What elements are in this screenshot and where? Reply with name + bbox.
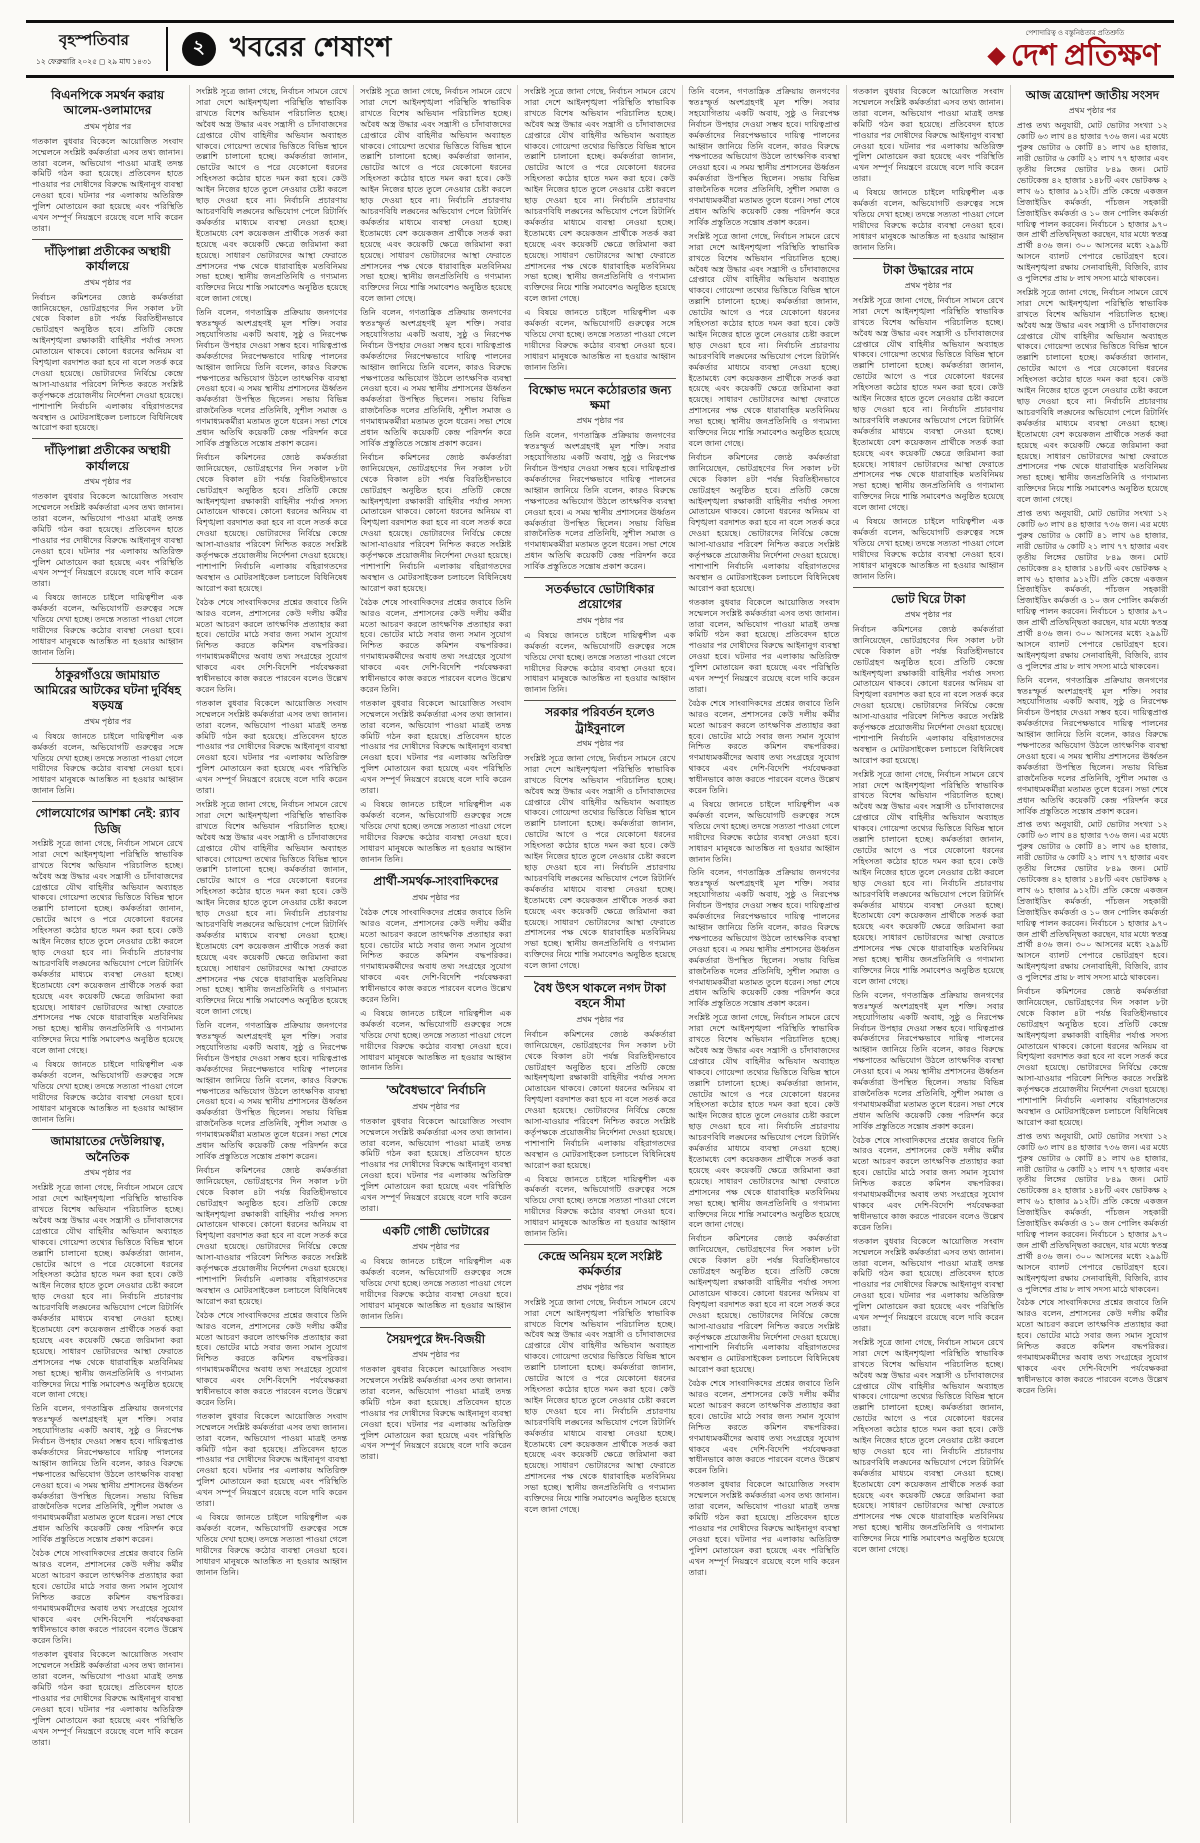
story-paragraph: গতকাল বুধবার বিকেলে আয়োজিত সংবাদ সম্মেলনে সংশ্লিষ্ট কর্মকর্তারা এসব তথ্য জানান। তারা বলেন, অভিযোগ পাওয়া মাত্রই তদন্ত কমিটি গঠন করা হয়েছে। প্রতিবেদন হাতে পাওয়ার পর দোষীদের বিরুদ্ধে আইনানুগ ব্যবস্থা নেওয়া হবে। ঘটনার পর এলাকায় অতিরিক্ত পুলিশ মোতায়েন করা হয়েছে এবং পরিস্থিতি এখন সম্পূর্ণ নিয়ন্ত্রণে রয়েছে বলে দাবি করেন তারা। bbox=[196, 1411, 348, 1509]
continued-from-label: প্রথম পৃষ্ঠার পর bbox=[83, 277, 132, 287]
story-paragraph: সংশ্লিষ্ট সূত্রে জানা গেছে, নির্বাচন সামনে রেখে সারা দেশে আইনশৃঙ্খলা পরিস্থিতি স্বাভাবিক রাখতে বিশেষ অভিযান পরিচালিত হচ্ছে। অবৈধ অস্ত্র উদ্ধার এবং সন্ত্রাসী ও চাঁদাবাজদের গ্রেপ্তারে যৌথ বাহিনীর অভিযান অব্যাহত থাকবে। গোয়েন্দা তথ্যের ভিত্তিতে বিভিন্ন স্থানে তল্লাশি চালানো হচ্ছে। কর্মকর্তারা জানান, ভোটের আগে ও পরে যেকোনো ধরনের সহিংসতা কঠোর হাতে দমন করা হবে। কেউ আইন নিজের হাতে তুলে নেওয়ার চেষ্টা করলে ছাড় দেওয়া হবে না। নির্বাচনি প্রচারণায় আচরণবিধি লঙ্ঘনের অভিযোগ পেলে রিটার্নিং কর্মকর্তার মাধ্যমে ব্যবস্থা নেওয়া হচ্ছে। ইতোমধ্যে বেশ কয়েকজন প্রার্থীকে সতর্ক করা হয়েছে এবং কয়েকটি ক্ষেত্রে জরিমানা করা হয়েছে। সাধারণ ভোটারদের আস্থা ফেরাতে প্রশাসনের পক্ষ থেকে ধারাবাহিক মতবিনিময় সভা হচ্ছে। স্থানীয় জনপ্রতিনিধি ও গণ্যমান্য ব্যক্তিদের নিয়ে শান্তি সমাবেশও অনুষ্ঠিত হয়েছে বলে জানা গেছে। bbox=[852, 769, 1004, 986]
story bbox=[360, 1327, 511, 1464]
story-headline: জামায়াতের দেউলিয়াত্ব, অনৈতিক bbox=[50, 1134, 165, 1164]
story bbox=[32, 663, 183, 798]
story bbox=[1017, 88, 1168, 1397]
story bbox=[524, 378, 675, 574]
story bbox=[32, 239, 183, 435]
story bbox=[524, 700, 675, 972]
story-headline: সৈয়দপুরে ঈদ-বিজয়ী bbox=[386, 1331, 486, 1346]
story-paragraph: গতকাল বুধবার বিকেলে আয়োজিত সংবাদ সম্মেলনে সংশ্লিষ্ট কর্মকর্তারা এসব তথ্য জানান। তারা বলেন, অভিযোগ পাওয়া মাত্রই তদন্ত কমিটি গঠন করা হয়েছে। প্রতিবেদন হাতে পাওয়ার পর দোষীদের বিরুদ্ধে আইনানুগ ব্যবস্থা নেওয়া হবে। ঘটনার পর এলাকায় অতিরিক্ত পুলিশ মোতায়েন করা হয়েছে এবং পরিস্থিতি এখন সম্পূর্ণ নিয়ন্ত্রণে রয়েছে বলে দাবি করেন তারা। bbox=[32, 492, 184, 589]
story bbox=[853, 587, 1004, 1556]
story-paragraph: তিনি বলেন, গণতান্ত্রিক প্রক্রিয়ায় জনগণের স্বতঃস্ফূর্ত অংশগ্রহণই মূল শক্তি। সবার সহযোগিতায় একটি অবাধ, সুষ্ঠু ও নিরপেক্ষ নির্বাচন উপহার দেওয়া সম্ভব হবে। দায়িত্বপ্রাপ্ত কর্মকর্তাদের নিরপেক্ষভাবে দায়িত্ব পালনের আহ্বান জানিয়ে তিনি বলেন, কারও বিরুদ্ধে পক্ষপাতের অভিযোগ উঠলে তাৎক্ষণিক ব্যবস্থা নেওয়া হবে। এ সময় স্থানীয় প্রশাসনের ঊর্ধ্বতন কর্মকর্তারা উপস্থিত ছিলেন। সভায় বিভিন্ন রাজনৈতিক দলের প্রতিনিধি, সুশীল সমাজ ও গণমাধ্যমকর্মীরা মতামত তুলে ধরেন। সভা শেষে প্রধান অতিথি কয়েকটি কেন্দ্র পরিদর্শন করে সার্বিক প্রস্তুতিতে সন্তোষ প্রকাশ করেন। bbox=[524, 431, 676, 572]
story-paragraph: বৈঠক শেষে সাংবাদিকদের প্রশ্নের জবাবে তিনি আরও বলেন, প্রশাসনের কেউ দলীয় কর্মীর মতো আচরণ করলে তাৎক্ষণিক প্রত্যাহার করা হবে। ভোটের মাঠে সবার জন্য সমান সুযোগ নিশ্চিত করতে কমিশন বদ্ধপরিকর। গণমাধ্যমকর্মীদের অবাধ তথ্য সংগ্রহের সুযোগ থাকবে এবং দেশি-বিদেশি পর্যবেক্ষকরা স্বাধীনভাবে কাজ করতে পারবেন বলেও উল্লেখ করেন তিনি। bbox=[360, 907, 512, 1005]
continued-from-label: প্রথম পৃষ্ঠার পর bbox=[412, 1101, 460, 1111]
story bbox=[32, 438, 183, 658]
news-columns bbox=[26, 85, 1174, 1823]
story bbox=[360, 1219, 511, 1323]
story-paragraph: সংশ্লিষ্ট সূত্রে জানা গেছে, নির্বাচন সামনে রেখে সারা দেশে আইনশৃঙ্খলা পরিস্থিতি স্বাভাবিক রাখতে বিশেষ অভিযান পরিচালিত হচ্ছে। অবৈধ অস্ত্র উদ্ধার এবং সন্ত্রাসী ও চাঁদাবাজদের গ্রেপ্তারে যৌথ বাহিনীর অভিযান অব্যাহত থাকবে। গোয়েন্দা তথ্যের ভিত্তিতে বিভিন্ন স্থানে তল্লাশি চালানো হচ্ছে। কর্মকর্তারা জানান, ভোটের আগে ও পরে যেকোনো ধরনের সহিংসতা কঠোর হাতে দমন করা হবে। কেউ আইন নিজের হাতে তুলে নেওয়ার চেষ্টা করলে ছাড় দেওয়া হবে না। নির্বাচনি প্রচারণায় আচরণবিধি লঙ্ঘনের অভিযোগ পেলে রিটার্নিং কর্মকর্তার মাধ্যমে ব্যবস্থা নেওয়া হচ্ছে। ইতোমধ্যে বেশ কয়েকজন প্রার্থীকে সতর্ক করা হয়েছে এবং কয়েকটি ক্ষেত্রে জরিমানা করা হয়েছে। সাধারণ ভোটারদের আস্থা ফেরাতে প্রশাসনের পক্ষ থেকে ধারাবাহিক মতবিনিময় সভা হচ্ছে। স্থানীয় জনপ্রতিনিধি ও গণ্যমান্য ব্যক্তিদের নিয়ে শান্তি সমাবেশও অনুষ্ঠিত হয়েছে বলে জানা গেছে। bbox=[32, 838, 184, 1056]
story-paragraph: সংশ্লিষ্ট সূত্রে জানা গেছে, নির্বাচন সামনে রেখে সারা দেশে আইনশৃঙ্খলা পরিস্থিতি স্বাভাবিক রাখতে বিশেষ অভিযান পরিচালিত হচ্ছে। অবৈধ অস্ত্র উদ্ধার এবং সন্ত্রাসী ও চাঁদাবাজদের গ্রেপ্তারে যৌথ বাহিনীর অভিযান অব্যাহত থাকবে। গোয়েন্দা তথ্যের ভিত্তিতে বিভিন্ন স্থানে তল্লাশি চালানো হচ্ছে। কর্মকর্তারা জানান, ভোটের আগে ও পরে যেকোনো ধরনের সহিংসতা কঠোর হাতে দমন করা হবে। কেউ আইন নিজের হাতে তুলে নেওয়ার চেষ্টা করলে ছাড় দেওয়া হবে না। নির্বাচনি প্রচারণায় আচরণবিধি লঙ্ঘনের অভিযোগ পেলে রিটার্নিং কর্মকর্তার মাধ্যমে ব্যবস্থা নেওয়া হচ্ছে। ইতোমধ্যে বেশ কয়েকজন প্রার্থীকে সতর্ক করা হয়েছে এবং কয়েকটি ক্ষেত্রে জরিমানা করা হয়েছে। সাধারণ ভোটারদের আস্থা ফেরাতে প্রশাসনের পক্ষ থেকে ধারাবাহিক মতবিনিময় সভা হচ্ছে। স্থানীয় জনপ্রতিনিধি ও গণ্যমান্য ব্যক্তিদের নিয়ে শান্তি সমাবেশও অনুষ্ঠিত হয়েছে বলে জানা গেছে। bbox=[1016, 287, 1168, 505]
story-headline: আজ ত্রয়োদশ জাতীয় সংসদ bbox=[1025, 88, 1160, 102]
story-paragraph: বৈঠক শেষে সাংবাদিকদের প্রশ্নের জবাবে তিনি আরও বলেন, প্রশাসনের কেউ দলীয় কর্মীর মতো আচরণ করলে তাৎক্ষণিক প্রত্যাহার করা হবে। ভোটের মাঠে সবার জন্য সমান সুযোগ নিশ্চিত করতে কমিশন বদ্ধপরিকর। গণমাধ্যমকর্মীদের অবাধ তথ্য সংগ্রহের সুযোগ থাকবে এবং দেশি-বিদেশি পর্যবেক্ষকরা স্বাধীনভাবে কাজ করতে পারবেন বলেও উল্লেখ করেন তিনি। bbox=[360, 597, 512, 694]
story-paragraph: বৈঠক শেষে সাংবাদিকদের প্রশ্নের জবাবে তিনি আরও বলেন, প্রশাসনের কেউ দলীয় কর্মীর মতো আচরণ করলে তাৎক্ষণিক প্রত্যাহার করা হবে। ভোটের মাঠে সবার জন্য সমান সুযোগ নিশ্চিত করতে কমিশন বদ্ধপরিকর। গণমাধ্যমকর্মীদের অবাধ তথ্য সংগ্রহের সুযোগ থাকবে এবং দেশি-বিদেশি পর্যবেক্ষকরা স্বাধীনভাবে কাজ করতে পারবেন বলেও উল্লেখ করেন তিনি। bbox=[688, 698, 840, 796]
story-paragraph: সংশ্লিষ্ট সূত্রে জানা গেছে, নির্বাচন সামনে রেখে সারা দেশে আইনশৃঙ্খলা পরিস্থিতি স্বাভাবিক রাখতে বিশেষ অভিযান পরিচালিত হচ্ছে। অবৈধ অস্ত্র উদ্ধার এবং সন্ত্রাসী ও চাঁদাবাজদের গ্রেপ্তারে যৌথ বাহিনীর অভিযান অব্যাহত থাকবে। গোয়েন্দা তথ্যের ভিত্তিতে বিভিন্ন স্থানে তল্লাশি চালানো হচ্ছে। কর্মকর্তারা জানান, ভোটের আগে ও পরে যেকোনো ধরনের সহিংসতা কঠোর হাতে দমন করা হবে। কেউ আইন নিজের হাতে তুলে নেওয়ার চেষ্টা করলে ছাড় দেওয়া হবে না। নির্বাচনি প্রচারণায় আচরণবিধি লঙ্ঘনের অভিযোগ পেলে রিটার্নিং কর্মকর্তার মাধ্যমে ব্যবস্থা নেওয়া হচ্ছে। ইতোমধ্যে বেশ কয়েকজন প্রার্থীকে সতর্ক করা হয়েছে এবং কয়েকটি ক্ষেত্রে জরিমানা করা হয়েছে। সাধারণ ভোটারদের আস্থা ফেরাতে প্রশাসনের পক্ষ থেকে ধারাবাহিক মতবিনিময় সভা হচ্ছে। স্থানীয় জনপ্রতিনিধি ও গণ্যমান্য ব্যক্তিদের নিয়ে শান্তি সমাবেশও অনুষ্ঠিত হয়েছে বলে জানা গেছে। bbox=[196, 87, 348, 304]
story bbox=[32, 88, 183, 235]
story-headline: 'অবৈধভাবে' নির্বাচনি bbox=[386, 1083, 486, 1098]
continued-from-label: প্রথম পৃষ্ঠার পর bbox=[576, 416, 624, 426]
masthead-row bbox=[990, 41, 1160, 71]
masthead bbox=[990, 27, 1166, 71]
story-paragraph: গতকাল বুধবার বিকেলে আয়োজিত সংবাদ সম্মেলনে সংশ্লিষ্ট কর্মকর্তারা এসব তথ্য জানান। তারা বলেন, অভিযোগ পাওয়া মাত্রই তদন্ত কমিটি গঠন করা হয়েছে। প্রতিবেদন হাতে পাওয়ার পর দোষীদের বিরুদ্ধে আইনানুগ ব্যবস্থা নেওয়া হবে। ঘটনার পর এলাকায় অতিরিক্ত পুলিশ মোতায়েন করা হয়েছে এবং পরিস্থিতি এখন সম্পূর্ণ নিয়ন্ত্রণে রয়েছে বলে দাবি করেন তারা। bbox=[32, 1650, 184, 1747]
story bbox=[360, 1078, 511, 1215]
story-paragraph: গতকাল বুধবার বিকেলে আয়োজিত সংবাদ সম্মেলনে সংশ্লিষ্ট কর্মকর্তারা এসব তথ্য জানান। তারা বলেন, অভিযোগ পাওয়া মাত্রই তদন্ত কমিটি গঠন করা হয়েছে। প্রতিবেদন হাতে পাওয়ার পর দোষীদের বিরুদ্ধে আইনানুগ ব্যবস্থা নেওয়া হবে। ঘটনার পর এলাকায় অতিরিক্ত পুলিশ মোতায়েন করা হয়েছে এবং পরিস্থিতি এখন সম্পূর্ণ নিয়ন্ত্রণে রয়েছে বলে দাবি করেন তারা। bbox=[688, 597, 840, 694]
story-paragraph: নির্বাচন কমিশনের জ্যেষ্ঠ কর্মকর্তারা জানিয়েছেন, ভোটগ্রহণের দিন সকাল ৮টা থেকে বিকাল ৪টা পর্যন্ত বিরতিহীনভাবে ভোটগ্রহণ অনুষ্ঠিত হবে। প্রতিটি কেন্দ্রে আইনশৃঙ্খলা রক্ষাকারী বাহিনীর পর্যাপ্ত সদস্য মোতায়েন থাকবে। কোনো ধরনের অনিয়ম বা বিশৃঙ্খলা বরদাশত করা হবে না বলে সতর্ক করে দেওয়া হয়েছে। ভোটারদের নির্বিঘ্নে কেন্দ্রে আসা-যাওয়ার পরিবেশ নিশ্চিত করতে সংশ্লিষ্ট কর্তৃপক্ষকে প্রয়োজনীয় নির্দেশনা দেওয়া হয়েছে। পাশাপাশি নির্বাচনি এলাকায় বহিরাগতদের অবস্থান ও মোটরসাইকেল চলাচলে বিধিনিষেধ আরোপ করা হয়েছে। bbox=[196, 1165, 348, 1306]
page-number-badge: ২ bbox=[182, 32, 216, 66]
date-line: ১২ ফেব্রুয়ারি ২০২৫ ◻ ২৯ মাঘ ১৪৩১ bbox=[36, 57, 152, 66]
story-paragraph: বৈঠক শেষে সাংবাদিকদের প্রশ্নের জবাবে তিনি আরও বলেন, প্রশাসনের কেউ দলীয় কর্মীর মতো আচরণ করলে তাৎক্ষণিক প্রত্যাহার করা হবে। ভোটের মাঠে সবার জন্য সমান সুযোগ নিশ্চিত করতে কমিশন বদ্ধপরিকর। গণমাধ্যমকর্মীদের অবাধ তথ্য সংগ্রহের সুযোগ থাকবে এবং দেশি-বিদেশি পর্যবেক্ষকরা স্বাধীনভাবে কাজ করতে পারবেন বলেও উল্লেখ করেন তিনি। bbox=[688, 1379, 840, 1476]
story-paragraph: তিনি বলেন, গণতান্ত্রিক প্রক্রিয়ায় জনগণের স্বতঃস্ফূর্ত অংশগ্রহণই মূল শক্তি। সবার সহযোগিতায় একটি অবাধ, সুষ্ঠু ও নিরপেক্ষ নির্বাচন উপহার দেওয়া সম্ভব হবে। দায়িত্বপ্রাপ্ত কর্মকর্তাদের নিরপেক্ষভাবে দায়িত্ব পালনের আহ্বান জানিয়ে তিনি বলেন, কারও বিরুদ্ধে পক্ষপাতের অভিযোগ উঠলে তাৎক্ষণিক ব্যবস্থা নেওয়া হবে। এ সময় স্থানীয় প্রশাসনের ঊর্ধ্বতন কর্মকর্তারা উপস্থিত ছিলেন। সভায় বিভিন্ন রাজনৈতিক দলের প্রতিনিধি, সুশীল সমাজ ও গণমাধ্যমকর্মীরা মতামত তুলে ধরেন। সভা শেষে প্রধান অতিথি কয়েকটি কেন্দ্র পরিদর্শন করে সার্বিক প্রস্তুতিতে সন্তোষ প্রকাশ করেন। bbox=[196, 308, 348, 448]
story-headline: গোলযোগের আশঙ্কা নেই: র‍্যাব ডিজি bbox=[35, 806, 180, 836]
continued-from-label: প্রথম পৃষ্ঠার পর bbox=[904, 280, 952, 290]
continued-from-label: প্রথম পৃষ্ঠার পর bbox=[576, 615, 624, 625]
story-continuation bbox=[524, 87, 675, 374]
story-paragraph: এ বিষয়ে জানতে চাইলে দায়িত্বশীল এক কর্মকর্তা বলেন, অভিযোগটি গুরুত্বের সঙ্গে খতিয়ে দেখা হচ্ছে। তদন্তে সত্যতা পাওয়া গেলে দায়ীদের বিরুদ্ধে কঠোর ব্যবস্থা নেওয়া হবে। সাধারণ মানুষকে আতঙ্কিত না হওয়ার আহ্বান জানান তিনি। bbox=[32, 1060, 184, 1124]
story-paragraph: তিনি বলেন, গণতান্ত্রিক প্রক্রিয়ায় জনগণের স্বতঃস্ফূর্ত অংশগ্রহণই মূল শক্তি। সবার সহযোগিতায় একটি অবাধ, সুষ্ঠু ও নিরপেক্ষ নির্বাচন উপহার দেওয়া সম্ভব হবে। দায়িত্বপ্রাপ্ত কর্মকর্তাদের নিরপেক্ষভাবে দায়িত্ব পালনের আহ্বান জানিয়ে তিনি বলেন, কারও বিরুদ্ধে পক্ষপাতের অভিযোগ উঠলে তাৎক্ষণিক ব্যবস্থা নেওয়া হবে। এ সময় স্থানীয় প্রশাসনের ঊর্ধ্বতন কর্মকর্তারা উপস্থিত ছিলেন। সভায় বিভিন্ন রাজনৈতিক দলের প্রতিনিধি, সুশীল সমাজ ও গণমাধ্যমকর্মীরা মতামত তুলে ধরেন। সভা শেষে প্রধান অতিথি কয়েকটি কেন্দ্র পরিদর্শন করে সার্বিক প্রস্তুতিতে সন্তোষ প্রকাশ করেন। bbox=[1016, 675, 1168, 816]
story bbox=[853, 258, 1004, 583]
story-paragraph: তিনি বলেন, গণতান্ত্রিক প্রক্রিয়ায় জনগণের স্বতঃস্ফূর্ত অংশগ্রহণই মূল শক্তি। সবার সহযোগিতায় একটি অবাধ, সুষ্ঠু ও নিরপেক্ষ নির্বাচন উপহার দেওয়া সম্ভব হবে। দায়িত্বপ্রাপ্ত কর্মকর্তাদের নিরপেক্ষভাবে দায়িত্ব পালনের আহ্বান জানিয়ে তিনি বলেন, কারও বিরুদ্ধে পক্ষপাতের অভিযোগ উঠলে তাৎক্ষণিক ব্যবস্থা নেওয়া হবে। এ সময় স্থানীয় প্রশাসনের ঊর্ধ্বতন কর্মকর্তারা উপস্থিত ছিলেন। সভায় বিভিন্ন রাজনৈতিক দলের প্রতিনিধি, সুশীল সমাজ ও গণমাধ্যমকর্মীরা মতামত তুলে ধরেন। সভা শেষে প্রধান অতিথি কয়েকটি কেন্দ্র পরিদর্শন করে সার্বিক প্রস্তুতিতে সন্তোষ প্রকাশ করেন। bbox=[360, 308, 512, 448]
story-headline: দাঁড়িপাল্লা প্রতীকের অস্থায়ী কার্যালয়ে bbox=[44, 243, 171, 274]
story-headline: সতর্কভাবে ভোটাধিকার প্রয়োগের bbox=[545, 582, 655, 612]
story-paragraph: সংশ্লিষ্ট সূত্রে জানা গেছে, নির্বাচন সামনে রেখে সারা দেশে আইনশৃঙ্খলা পরিস্থিতি স্বাভাবিক রাখতে বিশেষ অভিযান পরিচালিত হচ্ছে। অবৈধ অস্ত্র উদ্ধার এবং সন্ত্রাসী ও চাঁদাবাজদের গ্রেপ্তারে যৌথ বাহিনীর অভিযান অব্যাহত থাকবে। গোয়েন্দা তথ্যের ভিত্তিতে বিভিন্ন স্থানে তল্লাশি চালানো হচ্ছে। কর্মকর্তারা জানান, ভোটের আগে ও পরে যেকোনো ধরনের সহিংসতা কঠোর হাতে দমন করা হবে। কেউ আইন নিজের হাতে তুলে নেওয়ার চেষ্টা করলে ছাড় দেওয়া হবে না। নির্বাচনি প্রচারণায় আচরণবিধি লঙ্ঘনের অভিযোগ পেলে রিটার্নিং কর্মকর্তার মাধ্যমে ব্যবস্থা নেওয়া হচ্ছে। ইতোমধ্যে বেশ কয়েকজন প্রার্থীকে সতর্ক করা হয়েছে এবং কয়েকটি ক্ষেত্রে জরিমানা করা হয়েছে। সাধারণ ভোটারদের আস্থা ফেরাতে প্রশাসনের পক্ষ থেকে ধারাবাহিক মতবিনিময় সভা হচ্ছে। স্থানীয় জনপ্রতিনিধি ও গণ্যমান্য ব্যক্তিদের নিয়ে শান্তি সমাবেশও অনুষ্ঠিত হয়েছে বলে জানা গেছে। bbox=[524, 753, 676, 971]
story-headline: বিক্ষোভ দমনে কঠোরতার জন্য ক্ষমা bbox=[528, 382, 672, 412]
continued-from-label: প্রথম পৃষ্ঠার পর bbox=[576, 1282, 624, 1292]
masthead-logo-icon bbox=[987, 47, 1005, 65]
story-continuation bbox=[196, 87, 347, 1578]
story-paragraph: গতকাল বুধবার বিকেলে আয়োজিত সংবাদ সম্মেলনে সংশ্লিষ্ট কর্মকর্তারা এসব তথ্য জানান। তারা বলেন, অভিযোগ পাওয়া মাত্রই তদন্ত কমিটি গঠন করা হয়েছে। প্রতিবেদন হাতে পাওয়ার পর দোষীদের বিরুদ্ধে আইনানুগ ব্যবস্থা নেওয়া হবে। ঘটনার পর এলাকায় অতিরিক্ত পুলিশ মোতায়েন করা হয়েছে এবং পরিস্থিতি এখন সম্পূর্ণ নিয়ন্ত্রণে রয়েছে বলে দাবি করেন তারা। bbox=[196, 698, 348, 796]
story-paragraph: গতকাল বুধবার বিকেলে আয়োজিত সংবাদ সম্মেলনে সংশ্লিষ্ট কর্মকর্তারা এসব তথ্য জানান। তারা বলেন, অভিযোগ পাওয়া মাত্রই তদন্ত কমিটি গঠন করা হয়েছে। প্রতিবেদন হাতে পাওয়ার পর দোষীদের বিরুদ্ধে আইনানুগ ব্যবস্থা নেওয়া হবে। ঘটনার পর এলাকায় অতিরিক্ত পুলিশ মোতায়েন করা হয়েছে এবং পরিস্থিতি এখন সম্পূর্ণ নিয়ন্ত্রণে রয়েছে বলে দাবি করেন তারা। bbox=[360, 1116, 512, 1213]
story-paragraph: সংশ্লিষ্ট সূত্রে জানা গেছে, নির্বাচন সামনে রেখে সারা দেশে আইনশৃঙ্খলা পরিস্থিতি স্বাভাবিক রাখতে বিশেষ অভিযান পরিচালিত হচ্ছে। অবৈধ অস্ত্র উদ্ধার এবং সন্ত্রাসী ও চাঁদাবাজদের গ্রেপ্তারে যৌথ বাহিনীর অভিযান অব্যাহত থাকবে। গোয়েন্দা তথ্যের ভিত্তিতে বিভিন্ন স্থানে তল্লাশি চালানো হচ্ছে। কর্মকর্তারা জানান, ভোটের আগে ও পরে যেকোনো ধরনের সহিংসতা কঠোর হাতে দমন করা হবে। কেউ আইন নিজের হাতে তুলে নেওয়ার চেষ্টা করলে ছাড় দেওয়া হবে না। নির্বাচনি প্রচারণায় আচরণবিধি লঙ্ঘনের অভিযোগ পেলে রিটার্নিং কর্মকর্তার মাধ্যমে ব্যবস্থা নেওয়া হচ্ছে। ইতোমধ্যে বেশ কয়েকজন প্রার্থীকে সতর্ক করা হয়েছে এবং কয়েকটি ক্ষেত্রে জরিমানা করা হয়েছে। সাধারণ ভোটারদের আস্থা ফেরাতে প্রশাসনের পক্ষ থেকে ধারাবাহিক মতবিনিময় সভা হচ্ছে। স্থানীয় জনপ্রতিনিধি ও গণ্যমান্য ব্যক্তিদের নিয়ে শান্তি সমাবেশও অনুষ্ঠিত হয়েছে বলে জানা গেছে। bbox=[688, 1013, 840, 1230]
story-paragraph: তিনি বলেন, গণতান্ত্রিক প্রক্রিয়ায় জনগণের স্বতঃস্ফূর্ত অংশগ্রহণই মূল শক্তি। সবার সহযোগিতায় একটি অবাধ, সুষ্ঠু ও নিরপেক্ষ নির্বাচন উপহার দেওয়া সম্ভব হবে। দায়িত্বপ্রাপ্ত কর্মকর্তাদের নিরপেক্ষভাবে দায়িত্ব পালনের আহ্বান জানিয়ে তিনি বলেন, কারও বিরুদ্ধে পক্ষপাতের অভিযোগ উঠলে তাৎক্ষণিক ব্যবস্থা নেওয়া হবে। এ সময় স্থানীয় প্রশাসনের ঊর্ধ্বতন কর্মকর্তারা উপস্থিত ছিলেন। সভায় বিভিন্ন রাজনৈতিক দলের প্রতিনিধি, সুশীল সমাজ ও গণমাধ্যমকর্মীরা মতামত তুলে ধরেন। সভা শেষে প্রধান অতিথি কয়েকটি কেন্দ্র পরিদর্শন করে সার্বিক প্রস্তুতিতে সন্তোষ প্রকাশ করেন। bbox=[688, 868, 840, 1009]
masthead-title: দেশ প্রতিক্ষণ bbox=[1010, 39, 1160, 72]
story-paragraph: এ বিষয়ে জানতে চাইলে দায়িত্বশীল এক কর্মকর্তা বলেন, অভিযোগটি গুরুত্বের সঙ্গে খতিয়ে দেখা হচ্ছে। তদন্তে সত্যতা পাওয়া গেলে দায়ীদের বিরুদ্ধে কঠোর ব্যবস্থা নেওয়া হবে। সাধারণ মানুষকে আতঙ্কিত না হওয়ার আহ্বান জানান তিনি। bbox=[524, 1174, 676, 1239]
story-paragraph: এ বিষয়ে জানতে চাইলে দায়িত্বশীল এক কর্মকর্তা বলেন, অভিযোগটি গুরুত্বের সঙ্গে খতিয়ে দেখা হচ্ছে। তদন্তে সত্যতা পাওয়া গেলে দায়ীদের বিরুদ্ধে কঠোর ব্যবস্থা নেওয়া হবে। সাধারণ মানুষকে আতঙ্কিত না হওয়ার আহ্বান জানান তিনি। bbox=[852, 188, 1004, 252]
story-paragraph: নির্বাচন কমিশনের জ্যেষ্ঠ কর্মকর্তারা জানিয়েছেন, ভোটগ্রহণের দিন সকাল ৮টা থেকে বিকাল ৪টা পর্যন্ত বিরতিহীনভাবে ভোটগ্রহণ অনুষ্ঠিত হবে। প্রতিটি কেন্দ্রে আইনশৃঙ্খলা রক্ষাকারী বাহিনীর পর্যাপ্ত সদস্য মোতায়েন থাকবে। কোনো ধরনের অনিয়ম বা বিশৃঙ্খলা বরদাশত করা হবে না বলে সতর্ক করে দেওয়া হয়েছে। ভোটারদের নির্বিঘ্নে কেন্দ্রে আসা-যাওয়ার পরিবেশ নিশ্চিত করতে সংশ্লিষ্ট কর্তৃপক্ষকে প্রয়োজনীয় নির্দেশনা দেওয়া হয়েছে। পাশাপাশি নির্বাচনি এলাকায় বহিরাগতদের অবস্থান ও মোটরসাইকেল চলাচলে বিধিনিষেধ আরোপ করা হয়েছে। bbox=[524, 1029, 676, 1170]
story-paragraph: এ বিষয়ে জানতে চাইলে দায়িত্বশীল এক কর্মকর্তা বলেন, অভিযোগটি গুরুত্বের সঙ্গে খতিয়ে দেখা হচ্ছে। তদন্তে সত্যতা পাওয়া গেলে দায়ীদের বিরুদ্ধে কঠোর ব্যবস্থা নেওয়া হবে। সাধারণ মানুষকে আতঙ্কিত না হওয়ার আহ্বান জানান তিনি। bbox=[360, 1257, 512, 1321]
story-paragraph: এ বিষয়ে জানতে চাইলে দায়িত্বশীল এক কর্মকর্তা বলেন, অভিযোগটি গুরুত্বের সঙ্গে খতিয়ে দেখা হচ্ছে। তদন্তে সত্যতা পাওয়া গেলে দায়ীদের বিরুদ্ধে কঠোর ব্যবস্থা নেওয়া হবে। সাধারণ মানুষকে আতঙ্কিত না হওয়ার আহ্বান জানান তিনি। bbox=[524, 308, 676, 372]
story bbox=[524, 1244, 675, 1516]
story-paragraph: নির্বাচন কমিশনের জ্যেষ্ঠ কর্মকর্তারা জানিয়েছেন, ভোটগ্রহণের দিন সকাল ৮টা থেকে বিকাল ৪টা পর্যন্ত বিরতিহীনভাবে ভোটগ্রহণ অনুষ্ঠিত হবে। প্রতিটি কেন্দ্রে আইনশৃঙ্খলা রক্ষাকারী বাহিনীর পর্যাপ্ত সদস্য মোতায়েন থাকবে। কোনো ধরনের অনিয়ম বা বিশৃঙ্খলা বরদাশত করা হবে না বলে সতর্ক করে দেওয়া হয়েছে। ভোটারদের নির্বিঘ্নে কেন্দ্রে আসা-যাওয়ার পরিবেশ নিশ্চিত করতে সংশ্লিষ্ট কর্তৃপক্ষকে প্রয়োজনীয় নির্দেশনা দেওয়া হয়েছে। পাশাপাশি নির্বাচনি এলাকায় বহিরাগতদের অবস্থান ও মোটরসাইকেল চলাচলে বিধিনিষেধ আরোপ করা হয়েছে। bbox=[360, 452, 512, 593]
story-paragraph: বৈঠক শেষে সাংবাদিকদের প্রশ্নের জবাবে তিনি আরও বলেন, প্রশাসনের কেউ দলীয় কর্মীর মতো আচরণ করলে তাৎক্ষণিক প্রত্যাহার করা হবে। ভোটের মাঠে সবার জন্য সমান সুযোগ নিশ্চিত করতে কমিশন বদ্ধপরিকর। গণমাধ্যমকর্মীদের অবাধ তথ্য সংগ্রহের সুযোগ থাকবে এবং দেশি-বিদেশি পর্যবেক্ষকরা স্বাধীনভাবে কাজ করতে পারবেন বলেও উল্লেখ করেন তিনি। bbox=[196, 1310, 348, 1407]
column-7 bbox=[1010, 85, 1174, 1823]
story-paragraph: সংশ্লিষ্ট সূত্রে জানা গেছে, নির্বাচন সামনে রেখে সারা দেশে আইনশৃঙ্খলা পরিস্থিতি স্বাভাবিক রাখতে বিশেষ অভিযান পরিচালিত হচ্ছে। অবৈধ অস্ত্র উদ্ধার এবং সন্ত্রাসী ও চাঁদাবাজদের গ্রেপ্তারে যৌথ বাহিনীর অভিযান অব্যাহত থাকবে। গোয়েন্দা তথ্যের ভিত্তিতে বিভিন্ন স্থানে তল্লাশি চালানো হচ্ছে। কর্মকর্তারা জানান, ভোটের আগে ও পরে যেকোনো ধরনের সহিংসতা কঠোর হাতে দমন করা হবে। কেউ আইন নিজের হাতে তুলে নেওয়ার চেষ্টা করলে ছাড় দেওয়া হবে না। নির্বাচনি প্রচারণায় আচরণবিধি লঙ্ঘনের অভিযোগ পেলে রিটার্নিং কর্মকর্তার মাধ্যমে ব্যবস্থা নেওয়া হচ্ছে। ইতোমধ্যে বেশ কয়েকজন প্রার্থীকে সতর্ক করা হয়েছে এবং কয়েকটি ক্ষেত্রে জরিমানা করা হয়েছে। সাধারণ ভোটারদের আস্থা ফেরাতে প্রশাসনের পক্ষ থেকে ধারাবাহিক মতবিনিময় সভা হচ্ছে। স্থানীয় জনপ্রতিনিধি ও গণ্যমান্য ব্যক্তিদের নিয়ে শান্তি সমাবেশও অনুষ্ঠিত হয়েছে বলে জানা গেছে। bbox=[524, 1297, 676, 1514]
story-paragraph: এ বিষয়ে জানতে চাইলে দায়িত্বশীল এক কর্মকর্তা বলেন, অভিযোগটি গুরুত্বের সঙ্গে খতিয়ে দেখা হচ্ছে। তদন্তে সত্যতা পাওয়া গেলে দায়ীদের বিরুদ্ধে কঠোর ব্যবস্থা নেওয়া হবে। সাধারণ মানুষকে আতঙ্কিত না হওয়ার আহ্বান জানান তিনি। bbox=[32, 593, 184, 657]
continued-from-label: প্রথম পৃষ্ঠার পর bbox=[412, 892, 460, 902]
continued-from-label: প্রথম পৃষ্ঠার পর bbox=[412, 1350, 460, 1360]
story-paragraph: সংশ্লিষ্ট সূত্রে জানা গেছে, নির্বাচন সামনে রেখে সারা দেশে আইনশৃঙ্খলা পরিস্থিতি স্বাভাবিক রাখতে বিশেষ অভিযান পরিচালিত হচ্ছে। অবৈধ অস্ত্র উদ্ধার এবং সন্ত্রাসী ও চাঁদাবাজদের গ্রেপ্তারে যৌথ বাহিনীর অভিযান অব্যাহত থাকবে। গোয়েন্দা তথ্যের ভিত্তিতে বিভিন্ন স্থানে তল্লাশি চালানো হচ্ছে। কর্মকর্তারা জানান, ভোটের আগে ও পরে যেকোনো ধরনের সহিংসতা কঠোর হাতে দমন করা হবে। কেউ আইন নিজের হাতে তুলে নেওয়ার চেষ্টা করলে ছাড় দেওয়া হবে না। নির্বাচনি প্রচারণায় আচরণবিধি লঙ্ঘনের অভিযোগ পেলে রিটার্নিং কর্মকর্তার মাধ্যমে ব্যবস্থা নেওয়া হচ্ছে। ইতোমধ্যে বেশ কয়েকজন প্রার্থীকে সতর্ক করা হয়েছে এবং কয়েকটি ক্ষেত্রে জরিমানা করা হয়েছে। সাধারণ ভোটারদের আস্থা ফেরাতে প্রশাসনের পক্ষ থেকে ধারাবাহিক মতবিনিময় সভা হচ্ছে। স্থানীয় জনপ্রতিনিধি ও গণ্যমান্য ব্যক্তিদের নিয়ে শান্তি সমাবেশও অনুষ্ঠিত হয়েছে বলে জানা গেছে। bbox=[688, 231, 840, 448]
story-paragraph: বৈঠক শেষে সাংবাদিকদের প্রশ্নের জবাবে তিনি আরও বলেন, প্রশাসনের কেউ দলীয় কর্মীর মতো আচরণ করলে তাৎক্ষণিক প্রত্যাহার করা হবে। ভোটের মাঠে সবার জন্য সমান সুযোগ নিশ্চিত করতে কমিশন বদ্ধপরিকর। গণমাধ্যমকর্মীদের অবাধ তথ্য সংগ্রহের সুযোগ থাকবে এবং দেশি-বিদেশি পর্যবেক্ষকরা স্বাধীনভাবে কাজ করতে পারবেন বলেও উল্লেখ করেন তিনি। bbox=[1016, 1298, 1168, 1395]
story-continuation bbox=[853, 87, 1004, 254]
continued-from-label: প্রথম পৃষ্ঠার পর bbox=[576, 738, 624, 748]
story-paragraph: গতকাল বুধবার বিকেলে আয়োজিত সংবাদ সম্মেলনে সংশ্লিষ্ট কর্মকর্তারা এসব তথ্য জানান। তারা বলেন, অভিযোগ পাওয়া মাত্রই তদন্ত কমিটি গঠন করা হয়েছে। প্রতিবেদন হাতে পাওয়ার পর দোষীদের বিরুদ্ধে আইনানুগ ব্যবস্থা নেওয়া হবে। ঘটনার পর এলাকায় অতিরিক্ত পুলিশ মোতায়েন করা হয়েছে এবং পরিস্থিতি এখন সম্পূর্ণ নিয়ন্ত্রণে রয়েছে বলে দাবি করেন তারা। bbox=[360, 698, 512, 796]
story-continuation bbox=[360, 87, 511, 865]
story-paragraph: গতকাল বুধবার বিকেলে আয়োজিত সংবাদ সম্মেলনে সংশ্লিষ্ট কর্মকর্তারা এসব তথ্য জানান। তারা বলেন, অভিযোগ পাওয়া মাত্রই তদন্ত কমিটি গঠন করা হয়েছে। প্রতিবেদন হাতে পাওয়ার পর দোষীদের বিরুদ্ধে আইনানুগ ব্যবস্থা নেওয়া হবে। ঘটনার পর এলাকায় অতিরিক্ত পুলিশ মোতায়েন করা হয়েছে এবং পরিস্থিতি এখন সম্পূর্ণ নিয়ন্ত্রণে রয়েছে বলে দাবি করেন তারা। bbox=[32, 136, 184, 233]
story-paragraph: তিনি বলেন, গণতান্ত্রিক প্রক্রিয়ায় জনগণের স্বতঃস্ফূর্ত অংশগ্রহণই মূল শক্তি। সবার সহযোগিতায় একটি অবাধ, সুষ্ঠু ও নিরপেক্ষ নির্বাচন উপহার দেওয়া সম্ভব হবে। দায়িত্বপ্রাপ্ত কর্মকর্তাদের নিরপেক্ষভাবে দায়িত্ব পালনের আহ্বান জানিয়ে তিনি বলেন, কারও বিরুদ্ধে পক্ষপাতের অভিযোগ উঠলে তাৎক্ষণিক ব্যবস্থা নেওয়া হবে। এ সময় স্থানীয় প্রশাসনের ঊর্ধ্বতন কর্মকর্তারা উপস্থিত ছিলেন। সভায় বিভিন্ন রাজনৈতিক দলের প্রতিনিধি, সুশীল সমাজ ও গণমাধ্যমকর্মীরা মতামত তুলে ধরেন। সভা শেষে প্রধান অতিথি কয়েকটি কেন্দ্র পরিদর্শন করে সার্বিক প্রস্তুতিতে সন্তোষ প্রকাশ করেন। bbox=[196, 1021, 348, 1161]
story-paragraph: সংশ্লিষ্ট সূত্রে জানা গেছে, নির্বাচন সামনে রেখে সারা দেশে আইনশৃঙ্খলা পরিস্থিতি স্বাভাবিক রাখতে বিশেষ অভিযান পরিচালিত হচ্ছে। অবৈধ অস্ত্র উদ্ধার এবং সন্ত্রাসী ও চাঁদাবাজদের গ্রেপ্তারে যৌথ বাহিনীর অভিযান অব্যাহত থাকবে। গোয়েন্দা তথ্যের ভিত্তিতে বিভিন্ন স্থানে তল্লাশি চালানো হচ্ছে। কর্মকর্তারা জানান, ভোটের আগে ও পরে যেকোনো ধরনের সহিংসতা কঠোর হাতে দমন করা হবে। কেউ আইন নিজের হাতে তুলে নেওয়ার চেষ্টা করলে ছাড় দেওয়া হবে না। নির্বাচনি প্রচারণায় আচরণবিধি লঙ্ঘনের অভিযোগ পেলে রিটার্নিং কর্মকর্তার মাধ্যমে ব্যবস্থা নেওয়া হচ্ছে। ইতোমধ্যে বেশ কয়েকজন প্রার্থীকে সতর্ক করা হয়েছে এবং কয়েকটি ক্ষেত্রে জরিমানা করা হয়েছে। সাধারণ ভোটারদের আস্থা ফেরাতে প্রশাসনের পক্ষ থেকে ধারাবাহিক মতবিনিময় সভা হচ্ছে। স্থানীয় জনপ্রতিনিধি ও গণ্যমান্য ব্যক্তিদের নিয়ে শান্তি সমাবেশও অনুষ্ঠিত হয়েছে বলে জানা গেছে। bbox=[852, 295, 1004, 513]
story-headline: বিএনপিকে সমর্থন করায় আলেম-ওলামাদের bbox=[51, 88, 165, 118]
story-headline: বৈধ উৎস থাকলে নগদ টাকা বহনে সীমা bbox=[534, 981, 666, 1011]
story bbox=[524, 577, 675, 696]
story-paragraph: সংশ্লিষ্ট সূত্রে জানা গেছে, নির্বাচন সামনে রেখে সারা দেশে আইনশৃঙ্খলা পরিস্থিতি স্বাভাবিক রাখতে বিশেষ অভিযান পরিচালিত হচ্ছে। অবৈধ অস্ত্র উদ্ধার এবং সন্ত্রাসী ও চাঁদাবাজদের গ্রেপ্তারে যৌথ বাহিনীর অভিযান অব্যাহত থাকবে। গোয়েন্দা তথ্যের ভিত্তিতে বিভিন্ন স্থানে তল্লাশি চালানো হচ্ছে। কর্মকর্তারা জানান, ভোটের আগে ও পরে যেকোনো ধরনের সহিংসতা কঠোর হাতে দমন করা হবে। কেউ আইন নিজের হাতে তুলে নেওয়ার চেষ্টা করলে ছাড় দেওয়া হবে না। নির্বাচনি প্রচারণায় আচরণবিধি লঙ্ঘনের অভিযোগ পেলে রিটার্নিং কর্মকর্তার মাধ্যমে ব্যবস্থা নেওয়া হচ্ছে। ইতোমধ্যে বেশ কয়েকজন প্রার্থীকে সতর্ক করা হয়েছে এবং কয়েকটি ক্ষেত্রে জরিমানা করা হয়েছে। সাধারণ ভোটারদের আস্থা ফেরাতে প্রশাসনের পক্ষ থেকে ধারাবাহিক মতবিনিময় সভা হচ্ছে। স্থানীয় জনপ্রতিনিধি ও গণ্যমান্য ব্যক্তিদের নিয়ে শান্তি সমাবেশও অনুষ্ঠিত হয়েছে বলে জানা গেছে। bbox=[524, 87, 676, 304]
story-paragraph: নির্বাচন কমিশনের জ্যেষ্ঠ কর্মকর্তারা জানিয়েছেন, ভোটগ্রহণের দিন সকাল ৮টা থেকে বিকাল ৪টা পর্যন্ত বিরতিহীনভাবে ভোটগ্রহণ অনুষ্ঠিত হবে। প্রতিটি কেন্দ্রে আইনশৃঙ্খলা রক্ষাকারী বাহিনীর পর্যাপ্ত সদস্য মোতায়েন থাকবে। কোনো ধরনের অনিয়ম বা বিশৃঙ্খলা বরদাশত করা হবে না বলে সতর্ক করে দেওয়া হয়েছে। ভোটারদের নির্বিঘ্নে কেন্দ্রে আসা-যাওয়ার পরিবেশ নিশ্চিত করতে সংশ্লিষ্ট কর্তৃপক্ষকে প্রয়োজনীয় নির্দেশনা দেওয়া হয়েছে। পাশাপাশি নির্বাচনি এলাকায় বহিরাগতদের অবস্থান ও মোটরসাইকেল চলাচলে বিধিনিষেধ আরোপ করা হয়েছে। bbox=[688, 1234, 840, 1375]
story-headline: ভোট ঘিরে টাকা bbox=[890, 591, 966, 606]
story-paragraph: এ বিষয়ে জানতে চাইলে দায়িত্বশীল এক কর্মকর্তা বলেন, অভিযোগটি গুরুত্বের সঙ্গে খতিয়ে দেখা হচ্ছে। তদন্তে সত্যতা পাওয়া গেলে দায়ীদের বিরুদ্ধে কঠোর ব্যবস্থা নেওয়া হবে। সাধারণ মানুষকে আতঙ্কিত না হওয়ার আহ্বান জানান তিনি। bbox=[32, 731, 184, 796]
story-paragraph: তিনি বলেন, গণতান্ত্রিক প্রক্রিয়ায় জনগণের স্বতঃস্ফূর্ত অংশগ্রহণই মূল শক্তি। সবার সহযোগিতায় একটি অবাধ, সুষ্ঠু ও নিরপেক্ষ নির্বাচন উপহার দেওয়া সম্ভব হবে। দায়িত্বপ্রাপ্ত কর্মকর্তাদের নিরপেক্ষভাবে দায়িত্ব পালনের আহ্বান জানিয়ে তিনি বলেন, কারও বিরুদ্ধে পক্ষপাতের অভিযোগ উঠলে তাৎক্ষণিক ব্যবস্থা নেওয়া হবে। এ সময় স্থানীয় প্রশাসনের ঊর্ধ্বতন কর্মকর্তারা উপস্থিত ছিলেন। সভায় বিভিন্ন রাজনৈতিক দলের প্রতিনিধি, সুশীল সমাজ ও গণমাধ্যমকর্মীরা মতামত তুলে ধরেন। সভা শেষে প্রধান অতিথি কয়েকটি কেন্দ্র পরিদর্শন করে সার্বিক প্রস্তুতিতে সন্তোষ প্রকাশ করেন। bbox=[688, 87, 840, 227]
story-paragraph: সংশ্লিষ্ট সূত্রে জানা গেছে, নির্বাচন সামনে রেখে সারা দেশে আইনশৃঙ্খলা পরিস্থিতি স্বাভাবিক রাখতে বিশেষ অভিযান পরিচালিত হচ্ছে। অবৈধ অস্ত্র উদ্ধার এবং সন্ত্রাসী ও চাঁদাবাজদের গ্রেপ্তারে যৌথ বাহিনীর অভিযান অব্যাহত থাকবে। গোয়েন্দা তথ্যের ভিত্তিতে বিভিন্ন স্থানে তল্লাশি চালানো হচ্ছে। কর্মকর্তারা জানান, ভোটের আগে ও পরে যেকোনো ধরনের সহিংসতা কঠোর হাতে দমন করা হবে। কেউ আইন নিজের হাতে তুলে নেওয়ার চেষ্টা করলে ছাড় দেওয়া হবে না। নির্বাচনি প্রচারণায় আচরণবিধি লঙ্ঘনের অভিযোগ পেলে রিটার্নিং কর্মকর্তার মাধ্যমে ব্যবস্থা নেওয়া হচ্ছে। ইতোমধ্যে বেশ কয়েকজন প্রার্থীকে সতর্ক করা হয়েছে এবং কয়েকটি ক্ষেত্রে জরিমানা করা হয়েছে। সাধারণ ভোটারদের আস্থা ফেরাতে প্রশাসনের পক্ষ থেকে ধারাবাহিক মতবিনিময় সভা হচ্ছে। স্থানীয় জনপ্রতিনিধি ও গণ্যমান্য ব্যক্তিদের নিয়ে শান্তি সমাবেশও অনুষ্ঠিত হয়েছে বলে জানা গেছে। bbox=[360, 87, 512, 304]
story-paragraph: প্রাপ্ত তথ্য অনুযায়ী, মোট ভোটার সংখ্যা ১২ কোটি ৬৩ লাখ ৪৪ হাজার ৭৩৬ জন। এর মধ্যে পুরুষ ভোটার ৬ কোটি ৪১ লাখ ৬৪ হাজার, নারী ভোটার ৬ কোটি ২১ লাখ ৭৭ হাজার এবং তৃতীয় লিঙ্গের ভোটার ৮৪৯ জন। মোট ভোটকেন্দ্র ৪২ হাজার ১৪৮টি এবং ভোটকক্ষ ২ লাখ ৬১ হাজার ৯১২টি। প্রতি কেন্দ্রে একজন প্রিজাইডিং কর্মকর্তা, পাঁচজন সহকারী প্রিজাইডিং কর্মকর্তা ও ১০ জন পোলিং কর্মকর্তা দায়িত্ব পালন করবেন। নির্বাচনে ১ হাজার ৯৭০ জন প্রার্থী প্রতিদ্বন্দ্বিতা করছেন, যার মধ্যে স্বতন্ত্র প্রার্থী ৪৩৬ জন। ৩০০ আসনের মধ্যে ২৯৯টি আসনে ব্যালট পেপারে ভোটগ্রহণ হবে। আইনশৃঙ্খলা রক্ষায় সেনাবাহিনী, বিজিবি, র‍্যাব ও পুলিশের প্রায় ৮ লাখ সদস্য মাঠে থাকবেন। bbox=[1016, 121, 1168, 284]
story-paragraph: তিনি বলেন, গণতান্ত্রিক প্রক্রিয়ায় জনগণের স্বতঃস্ফূর্ত অংশগ্রহণই মূল শক্তি। সবার সহযোগিতায় একটি অবাধ, সুষ্ঠু ও নিরপেক্ষ নির্বাচন উপহার দেওয়া সম্ভব হবে। দায়িত্বপ্রাপ্ত কর্মকর্তাদের নিরপেক্ষভাবে দায়িত্ব পালনের আহ্বান জানিয়ে তিনি বলেন, কারও বিরুদ্ধে পক্ষপাতের অভিযোগ উঠলে তাৎক্ষণিক ব্যবস্থা নেওয়া হবে। এ সময় স্থানীয় প্রশাসনের ঊর্ধ্বতন কর্মকর্তারা উপস্থিত ছিলেন। সভায় বিভিন্ন রাজনৈতিক দলের প্রতিনিধি, সুশীল সমাজ ও গণমাধ্যমকর্মীরা মতামত তুলে ধরেন। সভা শেষে প্রধান অতিথি কয়েকটি কেন্দ্র পরিদর্শন করে সার্বিক প্রস্তুতিতে সন্তোষ প্রকাশ করেন। bbox=[852, 990, 1004, 1131]
story-headline: টাকা উদ্ধারের নামে bbox=[883, 262, 974, 277]
story-continuation bbox=[689, 87, 840, 1578]
story bbox=[360, 869, 511, 1074]
story-paragraph: এ বিষয়ে জানতে চাইলে দায়িত্বশীল এক কর্মকর্তা বলেন, অভিযোগটি গুরুত্বের সঙ্গে খতিয়ে দেখা হচ্ছে। তদন্তে সত্যতা পাওয়া গেলে দায়ীদের বিরুদ্ধে কঠোর ব্যবস্থা নেওয়া হবে। সাধারণ মানুষকে আতঙ্কিত না হওয়ার আহ্বান জানান তিনি। bbox=[360, 1008, 512, 1073]
story-paragraph: গতকাল বুধবার বিকেলে আয়োজিত সংবাদ সম্মেলনে সংশ্লিষ্ট কর্মকর্তারা এসব তথ্য জানান। তারা বলেন, অভিযোগ পাওয়া মাত্রই তদন্ত কমিটি গঠন করা হয়েছে। প্রতিবেদন হাতে পাওয়ার পর দোষীদের বিরুদ্ধে আইনানুগ ব্যবস্থা নেওয়া হবে। ঘটনার পর এলাকায় অতিরিক্ত পুলিশ মোতায়েন করা হয়েছে এবং পরিস্থিতি এখন সম্পূর্ণ নিয়ন্ত্রণে রয়েছে বলে দাবি করেন তারা। bbox=[688, 1480, 840, 1577]
story bbox=[32, 801, 183, 1125]
story-headline: সরকার পরিবর্তন হলেও ট্রাইবুনালে bbox=[545, 705, 655, 735]
continued-from-label: প্রথম পৃষ্ঠার পর bbox=[904, 609, 952, 619]
story-headline: দাঁড়িপাল্লা প্রতীকের অস্থায়ী কার্যালয়ে bbox=[44, 443, 171, 473]
story-paragraph: গতকাল বুধবার বিকেলে আয়োজিত সংবাদ সম্মেলনে সংশ্লিষ্ট কর্মকর্তারা এসব তথ্য জানান। তারা বলেন, অভিযোগ পাওয়া মাত্রই তদন্ত কমিটি গঠন করা হয়েছে। প্রতিবেদন হাতে পাওয়ার পর দোষীদের বিরুদ্ধে আইনানুগ ব্যবস্থা নেওয়া হবে। ঘটনার পর এলাকায় অতিরিক্ত পুলিশ মোতায়েন করা হয়েছে এবং পরিস্থিতি এখন সম্পূর্ণ নিয়ন্ত্রণে রয়েছে বলে দাবি করেন তারা। bbox=[852, 87, 1004, 184]
column-6 bbox=[846, 85, 1010, 1823]
story-paragraph: নির্বাচন কমিশনের জ্যেষ্ঠ কর্মকর্তারা জানিয়েছেন, ভোটগ্রহণের দিন সকাল ৮টা থেকে বিকাল ৪টা পর্যন্ত বিরতিহীনভাবে ভোটগ্রহণ অনুষ্ঠিত হবে। প্রতিটি কেন্দ্রে আইনশৃঙ্খলা রক্ষাকারী বাহিনীর পর্যাপ্ত সদস্য মোতায়েন থাকবে। কোনো ধরনের অনিয়ম বা বিশৃঙ্খলা বরদাশত করা হবে না বলে সতর্ক করে দেওয়া হয়েছে। ভোটারদের নির্বিঘ্নে কেন্দ্রে আসা-যাওয়ার পরিবেশ নিশ্চিত করতে সংশ্লিষ্ট কর্তৃপক্ষকে প্রয়োজনীয় নির্দেশনা দেওয়া হয়েছে। পাশাপাশি নির্বাচনি এলাকায় বহিরাগতদের অবস্থান ও মোটরসাইকেল চলাচলে বিধিনিষেধ আরোপ করা হয়েছে। bbox=[688, 452, 840, 593]
column-4 bbox=[517, 85, 681, 1823]
story-paragraph: এ বিষয়ে জানতে চাইলে দায়িত্বশীল এক কর্মকর্তা বলেন, অভিযোগটি গুরুত্বের সঙ্গে খতিয়ে দেখা হচ্ছে। তদন্তে সত্যতা পাওয়া গেলে দায়ীদের বিরুদ্ধে কঠোর ব্যবস্থা নেওয়া হবে। সাধারণ মানুষকে আতঙ্কিত না হওয়ার আহ্বান জানান তিনি। bbox=[524, 630, 676, 695]
story-paragraph: নির্বাচন কমিশনের জ্যেষ্ঠ কর্মকর্তারা জানিয়েছেন, ভোটগ্রহণের দিন সকাল ৮টা থেকে বিকাল ৪টা পর্যন্ত বিরতিহীনভাবে ভোটগ্রহণ অনুষ্ঠিত হবে। প্রতিটি কেন্দ্রে আইনশৃঙ্খলা রক্ষাকারী বাহিনীর পর্যাপ্ত সদস্য মোতায়েন থাকবে। কোনো ধরনের অনিয়ম বা বিশৃঙ্খলা বরদাশত করা হবে না বলে সতর্ক করে দেওয়া হয়েছে। ভোটারদের নির্বিঘ্নে কেন্দ্রে আসা-যাওয়ার পরিবেশ নিশ্চিত করতে সংশ্লিষ্ট কর্তৃপক্ষকে প্রয়োজনীয় নির্দেশনা দেওয়া হয়েছে। পাশাপাশি নির্বাচনি এলাকায় বহিরাগতদের অবস্থান ও মোটরসাইকেল চলাচলে বিধিনিষেধ আরোপ করা হয়েছে। bbox=[32, 292, 184, 433]
story-paragraph: প্রাপ্ত তথ্য অনুযায়ী, মোট ভোটার সংখ্যা ১২ কোটি ৬৩ লাখ ৪৪ হাজার ৭৩৬ জন। এর মধ্যে পুরুষ ভোটার ৬ কোটি ৪১ লাখ ৬৪ হাজার, নারী ভোটার ৬ কোটি ২১ লাখ ৭৭ হাজার এবং তৃতীয় লিঙ্গের ভোটার ৮৪৯ জন। মোট ভোটকেন্দ্র ৪২ হাজার ১৪৮টি এবং ভোটকক্ষ ২ লাখ ৬১ হাজার ৯১২টি। প্রতি কেন্দ্রে একজন প্রিজাইডিং কর্মকর্তা, পাঁচজন সহকারী প্রিজাইডিং কর্মকর্তা ও ১০ জন পোলিং কর্মকর্তা দায়িত্ব পালন করবেন। নির্বাচনে ১ হাজার ৯৭০ জন প্রার্থী প্রতিদ্বন্দ্বিতা করছেন, যার মধ্যে স্বতন্ত্র প্রার্থী ৪৩৬ জন। ৩০০ আসনের মধ্যে ২৯৯টি আসনে ব্যালট পেপারে ভোটগ্রহণ হবে। আইনশৃঙ্খলা রক্ষায় সেনাবাহিনী, বিজিবি, র‍্যাব ও পুলিশের প্রায় ৮ লাখ সদস্য মাঠে থাকবেন। bbox=[1016, 1131, 1168, 1294]
story-paragraph: নির্বাচন কমিশনের জ্যেষ্ঠ কর্মকর্তারা জানিয়েছেন, ভোটগ্রহণের দিন সকাল ৮টা থেকে বিকাল ৪টা পর্যন্ত বিরতিহীনভাবে ভোটগ্রহণ অনুষ্ঠিত হবে। প্রতিটি কেন্দ্রে আইনশৃঙ্খলা রক্ষাকারী বাহিনীর পর্যাপ্ত সদস্য মোতায়েন থাকবে। কোনো ধরনের অনিয়ম বা বিশৃঙ্খলা বরদাশত করা হবে না বলে সতর্ক করে দেওয়া হয়েছে। ভোটারদের নির্বিঘ্নে কেন্দ্রে আসা-যাওয়ার পরিবেশ নিশ্চিত করতে সংশ্লিষ্ট কর্তৃপক্ষকে প্রয়োজনীয় নির্দেশনা দেওয়া হয়েছে। পাশাপাশি নির্বাচনি এলাকায় বহিরাগতদের অবস্থান ও মোটরসাইকেল চলাচলে বিধিনিষেধ আরোপ করা হয়েছে। bbox=[196, 452, 348, 593]
story-paragraph: সংশ্লিষ্ট সূত্রে জানা গেছে, নির্বাচন সামনে রেখে সারা দেশে আইনশৃঙ্খলা পরিস্থিতি স্বাভাবিক রাখতে বিশেষ অভিযান পরিচালিত হচ্ছে। অবৈধ অস্ত্র উদ্ধার এবং সন্ত্রাসী ও চাঁদাবাজদের গ্রেপ্তারে যৌথ বাহিনীর অভিযান অব্যাহত থাকবে। গোয়েন্দা তথ্যের ভিত্তিতে বিভিন্ন স্থানে তল্লাশি চালানো হচ্ছে। কর্মকর্তারা জানান, ভোটের আগে ও পরে যেকোনো ধরনের সহিংসতা কঠোর হাতে দমন করা হবে। কেউ আইন নিজের হাতে তুলে নেওয়ার চেষ্টা করলে ছাড় দেওয়া হবে না। নির্বাচনি প্রচারণায় আচরণবিধি লঙ্ঘনের অভিযোগ পেলে রিটার্নিং কর্মকর্তার মাধ্যমে ব্যবস্থা নেওয়া হচ্ছে। ইতোমধ্যে বেশ কয়েকজন প্রার্থীকে সতর্ক করা হয়েছে এবং কয়েকটি ক্ষেত্রে জরিমানা করা হয়েছে। সাধারণ ভোটারদের আস্থা ফেরাতে প্রশাসনের পক্ষ থেকে ধারাবাহিক মতবিনিময় সভা হচ্ছে। স্থানীয় জনপ্রতিনিধি ও গণ্যমান্য ব্যক্তিদের নিয়ে শান্তি সমাবেশও অনুষ্ঠিত হয়েছে বলে জানা গেছে। bbox=[852, 1337, 1004, 1555]
story-paragraph: প্রাপ্ত তথ্য অনুযায়ী, মোট ভোটার সংখ্যা ১২ কোটি ৬৩ লাখ ৪৪ হাজার ৭৩৬ জন। এর মধ্যে পুরুষ ভোটার ৬ কোটি ৪১ লাখ ৬৪ হাজার, নারী ভোটার ৬ কোটি ২১ লাখ ৭৭ হাজার এবং তৃতীয় লিঙ্গের ভোটার ৮৪৯ জন। মোট ভোটকেন্দ্র ৪২ হাজার ১৪৮টি এবং ভোটকক্ষ ২ লাখ ৬১ হাজার ৯১২টি। প্রতি কেন্দ্রে একজন প্রিজাইডিং কর্মকর্তা, পাঁচজন সহকারী প্রিজাইডিং কর্মকর্তা ও ১০ জন পোলিং কর্মকর্তা দায়িত্ব পালন করবেন। নির্বাচনে ১ হাজার ৯৭০ জন প্রার্থী প্রতিদ্বন্দ্বিতা করছেন, যার মধ্যে স্বতন্ত্র প্রার্থী ৪৩৬ জন। ৩০০ আসনের মধ্যে ২৯৯টি আসনে ব্যালট পেপারে ভোটগ্রহণ হবে। আইনশৃঙ্খলা রক্ষায় সেনাবাহিনী, বিজিবি, র‍্যাব ও পুলিশের প্রায় ৮ লাখ সদস্য মাঠে থাকবেন। bbox=[1016, 820, 1168, 983]
story-paragraph: বৈঠক শেষে সাংবাদিকদের প্রশ্নের জবাবে তিনি আরও বলেন, প্রশাসনের কেউ দলীয় কর্মীর মতো আচরণ করলে তাৎক্ষণিক প্রত্যাহার করা হবে। ভোটের মাঠে সবার জন্য সমান সুযোগ নিশ্চিত করতে কমিশন বদ্ধপরিকর। গণমাধ্যমকর্মীদের অবাধ তথ্য সংগ্রহের সুযোগ থাকবে এবং দেশি-বিদেশি পর্যবেক্ষকরা স্বাধীনভাবে কাজ করতে পারবেন বলেও উল্লেখ করেন তিনি। bbox=[32, 1549, 184, 1646]
story-paragraph: এ বিষয়ে জানতে চাইলে দায়িত্বশীল এক কর্মকর্তা বলেন, অভিযোগটি গুরুত্বের সঙ্গে খতিয়ে দেখা হচ্ছে। তদন্তে সত্যতা পাওয়া গেলে দায়ীদের বিরুদ্ধে কঠোর ব্যবস্থা নেওয়া হবে। সাধারণ মানুষকে আতঙ্কিত না হওয়ার আহ্বান জানান তিনি। bbox=[852, 517, 1004, 581]
story-paragraph: গতকাল বুধবার বিকেলে আয়োজিত সংবাদ সম্মেলনে সংশ্লিষ্ট কর্মকর্তারা এসব তথ্য জানান। তারা বলেন, অভিযোগ পাওয়া মাত্রই তদন্ত কমিটি গঠন করা হয়েছে। প্রতিবেদন হাতে পাওয়ার পর দোষীদের বিরুদ্ধে আইনানুগ ব্যবস্থা নেওয়া হবে। ঘটনার পর এলাকায় অতিরিক্ত পুলিশ মোতায়েন করা হয়েছে এবং পরিস্থিতি এখন সম্পূর্ণ নিয়ন্ত্রণে রয়েছে বলে দাবি করেন তারা। bbox=[852, 1236, 1004, 1333]
story-paragraph: এ বিষয়ে জানতে চাইলে দায়িত্বশীল এক কর্মকর্তা বলেন, অভিযোগটি গুরুত্বের সঙ্গে খতিয়ে দেখা হচ্ছে। তদন্তে সত্যতা পাওয়া গেলে দায়ীদের বিরুদ্ধে কঠোর ব্যবস্থা নেওয়া হবে। সাধারণ মানুষকে আতঙ্কিত না হওয়ার আহ্বান জানান তিনি। bbox=[688, 800, 840, 864]
story-paragraph: সংশ্লিষ্ট সূত্রে জানা গেছে, নির্বাচন সামনে রেখে সারা দেশে আইনশৃঙ্খলা পরিস্থিতি স্বাভাবিক রাখতে বিশেষ অভিযান পরিচালিত হচ্ছে। অবৈধ অস্ত্র উদ্ধার এবং সন্ত্রাসী ও চাঁদাবাজদের গ্রেপ্তারে যৌথ বাহিনীর অভিযান অব্যাহত থাকবে। গোয়েন্দা তথ্যের ভিত্তিতে বিভিন্ন স্থানে তল্লাশি চালানো হচ্ছে। কর্মকর্তারা জানান, ভোটের আগে ও পরে যেকোনো ধরনের সহিংসতা কঠোর হাতে দমন করা হবে। কেউ আইন নিজের হাতে তুলে নেওয়ার চেষ্টা করলে ছাড় দেওয়া হবে না। নির্বাচনি প্রচারণায় আচরণবিধি লঙ্ঘনের অভিযোগ পেলে রিটার্নিং কর্মকর্তার মাধ্যমে ব্যবস্থা নেওয়া হচ্ছে। ইতোমধ্যে বেশ কয়েকজন প্রার্থীকে সতর্ক করা হয়েছে এবং কয়েকটি ক্ষেত্রে জরিমানা করা হয়েছে। সাধারণ ভোটারদের আস্থা ফেরাতে প্রশাসনের পক্ষ থেকে ধারাবাহিক মতবিনিময় সভা হচ্ছে। স্থানীয় জনপ্রতিনিধি ও গণ্যমান্য ব্যক্তিদের নিয়ে শান্তি সমাবেশও অনুষ্ঠিত হয়েছে বলে জানা গেছে। bbox=[32, 1183, 184, 1400]
story-paragraph: বৈঠক শেষে সাংবাদিকদের প্রশ্নের জবাবে তিনি আরও বলেন, প্রশাসনের কেউ দলীয় কর্মীর মতো আচরণ করলে তাৎক্ষণিক প্রত্যাহার করা হবে। ভোটের মাঠে সবার জন্য সমান সুযোগ নিশ্চিত করতে কমিশন বদ্ধপরিকর। গণমাধ্যমকর্মীদের অবাধ তথ্য সংগ্রহের সুযোগ থাকবে এবং দেশি-বিদেশি পর্যবেক্ষকরা স্বাধীনভাবে কাজ করতে পারবেন বলেও উল্লেখ করেন তিনি। bbox=[196, 597, 348, 694]
story-paragraph: নির্বাচন কমিশনের জ্যেষ্ঠ কর্মকর্তারা জানিয়েছেন, ভোটগ্রহণের দিন সকাল ৮টা থেকে বিকাল ৪টা পর্যন্ত বিরতিহীনভাবে ভোটগ্রহণ অনুষ্ঠিত হবে। প্রতিটি কেন্দ্রে আইনশৃঙ্খলা রক্ষাকারী বাহিনীর পর্যাপ্ত সদস্য মোতায়েন থাকবে। কোনো ধরনের অনিয়ম বা বিশৃঙ্খলা বরদাশত করা হবে না বলে সতর্ক করে দেওয়া হয়েছে। ভোটারদের নির্বিঘ্নে কেন্দ্রে আসা-যাওয়ার পরিবেশ নিশ্চিত করতে সংশ্লিষ্ট কর্তৃপক্ষকে প্রয়োজনীয় নির্দেশনা দেওয়া হয়েছে। পাশাপাশি নির্বাচনি এলাকায় বহিরাগতদের অবস্থান ও মোটরসাইকেল চলাচলে বিধিনিষেধ আরোপ করা হয়েছে। bbox=[1016, 987, 1168, 1127]
masthead-tagline: পেশাদারিত্ব ও বস্তুনিষ্ঠতার প্রতিশ্রুতি bbox=[1025, 30, 1125, 37]
continued-from-label: প্রথম পৃষ্ঠার পর bbox=[83, 1168, 132, 1178]
story-headline: কেন্দ্রে অনিয়ম হলে সংশ্লিষ্ট কর্মকর্তার bbox=[537, 1249, 663, 1279]
continued-from-label: প্রথম পৃষ্ঠার পর bbox=[83, 121, 132, 131]
continued-from-label: প্রথম পৃষ্ঠার পর bbox=[83, 716, 132, 726]
column-1 bbox=[26, 85, 189, 1823]
story-headline: ঠাকুরগাঁওয়ে জামায়াত আমিরের আটকের ঘটনা দুর্বিষহ ষড়যন্ত্র bbox=[34, 667, 181, 713]
story-paragraph: বৈঠক শেষে সাংবাদিকদের প্রশ্নের জবাবে তিনি আরও বলেন, প্রশাসনের কেউ দলীয় কর্মীর মতো আচরণ করলে তাৎক্ষণিক প্রত্যাহার করা হবে। ভোটের মাঠে সবার জন্য সমান সুযোগ নিশ্চিত করতে কমিশন বদ্ধপরিকর। গণমাধ্যমকর্মীদের অবাধ তথ্য সংগ্রহের সুযোগ থাকবে এবং দেশি-বিদেশি পর্যবেক্ষকরা স্বাধীনভাবে কাজ করতে পারবেন বলেও উল্লেখ করেন তিনি। bbox=[852, 1135, 1004, 1232]
weekday: বৃহস্পতিবার bbox=[58, 32, 129, 49]
continued-from-label: প্রথম পৃষ্ঠার পর bbox=[1068, 106, 1117, 116]
page-header bbox=[26, 20, 1174, 78]
story-paragraph: এ বিষয়ে জানতে চাইলে দায়িত্বশীল এক কর্মকর্তা বলেন, অভিযোগটি গুরুত্বের সঙ্গে খতিয়ে দেখা হচ্ছে। তদন্তে সত্যতা পাওয়া গেলে দায়ীদের বিরুদ্ধে কঠোর ব্যবস্থা নেওয়া হবে। সাধারণ মানুষকে আতঙ্কিত না হওয়ার আহ্বান জানান তিনি। bbox=[196, 1513, 348, 1577]
story bbox=[32, 1129, 183, 1748]
column-5 bbox=[682, 85, 846, 1823]
continued-from-label: প্রথম পৃষ্ঠার পর bbox=[412, 1242, 460, 1252]
story-paragraph: গতকাল বুধবার বিকেলে আয়োজিত সংবাদ সম্মেলনে সংশ্লিষ্ট কর্মকর্তারা এসব তথ্য জানান। তারা বলেন, অভিযোগ পাওয়া মাত্রই তদন্ত কমিটি গঠন করা হয়েছে। প্রতিবেদন হাতে পাওয়ার পর দোষীদের বিরুদ্ধে আইনানুগ ব্যবস্থা নেওয়া হবে। ঘটনার পর এলাকায় অতিরিক্ত পুলিশ মোতায়েন করা হয়েছে এবং পরিস্থিতি এখন সম্পূর্ণ নিয়ন্ত্রণে রয়েছে বলে দাবি করেন তারা। bbox=[360, 1365, 512, 1462]
story-paragraph: তিনি বলেন, গণতান্ত্রিক প্রক্রিয়ায় জনগণের স্বতঃস্ফূর্ত অংশগ্রহণই মূল শক্তি। সবার সহযোগিতায় একটি অবাধ, সুষ্ঠু ও নিরপেক্ষ নির্বাচন উপহার দেওয়া সম্ভব হবে। দায়িত্বপ্রাপ্ত কর্মকর্তাদের নিরপেক্ষভাবে দায়িত্ব পালনের আহ্বান জানিয়ে তিনি বলেন, কারও বিরুদ্ধে পক্ষপাতের অভিযোগ উঠলে তাৎক্ষণিক ব্যবস্থা নেওয়া হবে। এ সময় স্থানীয় প্রশাসনের ঊর্ধ্বতন কর্মকর্তারা উপস্থিত ছিলেন। সভায় বিভিন্ন রাজনৈতিক দলের প্রতিনিধি, সুশীল সমাজ ও গণমাধ্যমকর্মীরা মতামত তুলে ধরেন। সভা শেষে প্রধান অতিথি কয়েকটি কেন্দ্র পরিদর্শন করে সার্বিক প্রস্তুতিতে সন্তোষ প্রকাশ করেন। bbox=[32, 1404, 184, 1545]
continued-from-label: প্রথম পৃষ্ঠার পর bbox=[576, 1014, 624, 1024]
story-paragraph: এ বিষয়ে জানতে চাইলে দায়িত্বশীল এক কর্মকর্তা বলেন, অভিযোগটি গুরুত্বের সঙ্গে খতিয়ে দেখা হচ্ছে। তদন্তে সত্যতা পাওয়া গেলে দায়ীদের বিরুদ্ধে কঠোর ব্যবস্থা নেওয়া হবে। সাধারণ মানুষকে আতঙ্কিত না হওয়ার আহ্বান জানান তিনি। bbox=[360, 800, 512, 864]
continued-from-label: প্রথম পৃষ্ঠার পর bbox=[83, 477, 132, 487]
column-3 bbox=[353, 85, 517, 1823]
story-paragraph: নির্বাচন কমিশনের জ্যেষ্ঠ কর্মকর্তারা জানিয়েছেন, ভোটগ্রহণের দিন সকাল ৮টা থেকে বিকাল ৪টা পর্যন্ত বিরতিহীনভাবে ভোটগ্রহণ অনুষ্ঠিত হবে। প্রতিটি কেন্দ্রে আইনশৃঙ্খলা রক্ষাকারী বাহিনীর পর্যাপ্ত সদস্য মোতায়েন থাকবে। কোনো ধরনের অনিয়ম বা বিশৃঙ্খলা বরদাশত করা হবে না বলে সতর্ক করে দেওয়া হয়েছে। ভোটারদের নির্বিঘ্নে কেন্দ্রে আসা-যাওয়ার পরিবেশ নিশ্চিত করতে সংশ্লিষ্ট কর্তৃপক্ষকে প্রয়োজনীয় নির্দেশনা দেওয়া হয়েছে। পাশাপাশি নির্বাচনি এলাকায় বহিরাগতদের অবস্থান ও মোটরসাইকেল চলাচলে বিধিনিষেধ আরোপ করা হয়েছে। bbox=[852, 624, 1004, 765]
story-headline: প্রার্থী-সমর্থক-সাংবাদিকদের bbox=[373, 874, 499, 889]
column-2 bbox=[189, 85, 353, 1823]
story-headline: একটি গোষ্ঠী ভোটারের bbox=[382, 1223, 490, 1238]
story-paragraph: সংশ্লিষ্ট সূত্রে জানা গেছে, নির্বাচন সামনে রেখে সারা দেশে আইনশৃঙ্খলা পরিস্থিতি স্বাভাবিক রাখতে বিশেষ অভিযান পরিচালিত হচ্ছে। অবৈধ অস্ত্র উদ্ধার এবং সন্ত্রাসী ও চাঁদাবাজদের গ্রেপ্তারে যৌথ বাহিনীর অভিযান অব্যাহত থাকবে। গোয়েন্দা তথ্যের ভিত্তিতে বিভিন্ন স্থানে তল্লাশি চালানো হচ্ছে। কর্মকর্তারা জানান, ভোটের আগে ও পরে যেকোনো ধরনের সহিংসতা কঠোর হাতে দমন করা হবে। কেউ আইন নিজের হাতে তুলে নেওয়ার চেষ্টা করলে ছাড় দেওয়া হবে না। নির্বাচনি প্রচারণায় আচরণবিধি লঙ্ঘনের অভিযোগ পেলে রিটার্নিং কর্মকর্তার মাধ্যমে ব্যবস্থা নেওয়া হচ্ছে। ইতোমধ্যে বেশ কয়েকজন প্রার্থীকে সতর্ক করা হয়েছে এবং কয়েকটি ক্ষেত্রে জরিমানা করা হয়েছে। সাধারণ ভোটারদের আস্থা ফেরাতে প্রশাসনের পক্ষ থেকে ধারাবাহিক মতবিনিময় সভা হচ্ছে। স্থানীয় জনপ্রতিনিধি ও গণ্যমান্য ব্যক্তিদের নিয়ে শান্তি সমাবেশও অনুষ্ঠিত হয়েছে বলে জানা গেছে। bbox=[196, 800, 348, 1017]
story-paragraph: প্রাপ্ত তথ্য অনুযায়ী, মোট ভোটার সংখ্যা ১২ কোটি ৬৩ লাখ ৪৪ হাজার ৭৩৬ জন। এর মধ্যে পুরুষ ভোটার ৬ কোটি ৪১ লাখ ৬৪ হাজার, নারী ভোটার ৬ কোটি ২১ লাখ ৭৭ হাজার এবং তৃতীয় লিঙ্গের ভোটার ৮৪৯ জন। মোট ভোটকেন্দ্র ৪২ হাজার ১৪৮টি এবং ভোটকক্ষ ২ লাখ ৬১ হাজার ৯১২টি। প্রতি কেন্দ্রে একজন প্রিজাইডিং কর্মকর্তা, পাঁচজন সহকারী প্রিজাইডিং কর্মকর্তা ও ১০ জন পোলিং কর্মকর্তা দায়িত্ব পালন করবেন। নির্বাচনে ১ হাজার ৯৭০ জন প্রার্থী প্রতিদ্বন্দ্বিতা করছেন, যার মধ্যে স্বতন্ত্র প্রার্থী ৪৩৬ জন। ৩০০ আসনের মধ্যে ২৯৯টি আসনে ব্যালট পেপারে ভোটগ্রহণ হবে। আইনশৃঙ্খলা রক্ষায় সেনাবাহিনী, বিজিবি, র‍্যাব ও পুলিশের প্রায় ৮ লাখ সদস্য মাঠে থাকবেন। bbox=[1016, 509, 1168, 671]
story bbox=[524, 976, 675, 1240]
section-title: খবরের শেষাংশ bbox=[229, 31, 392, 62]
date-block bbox=[34, 27, 168, 71]
